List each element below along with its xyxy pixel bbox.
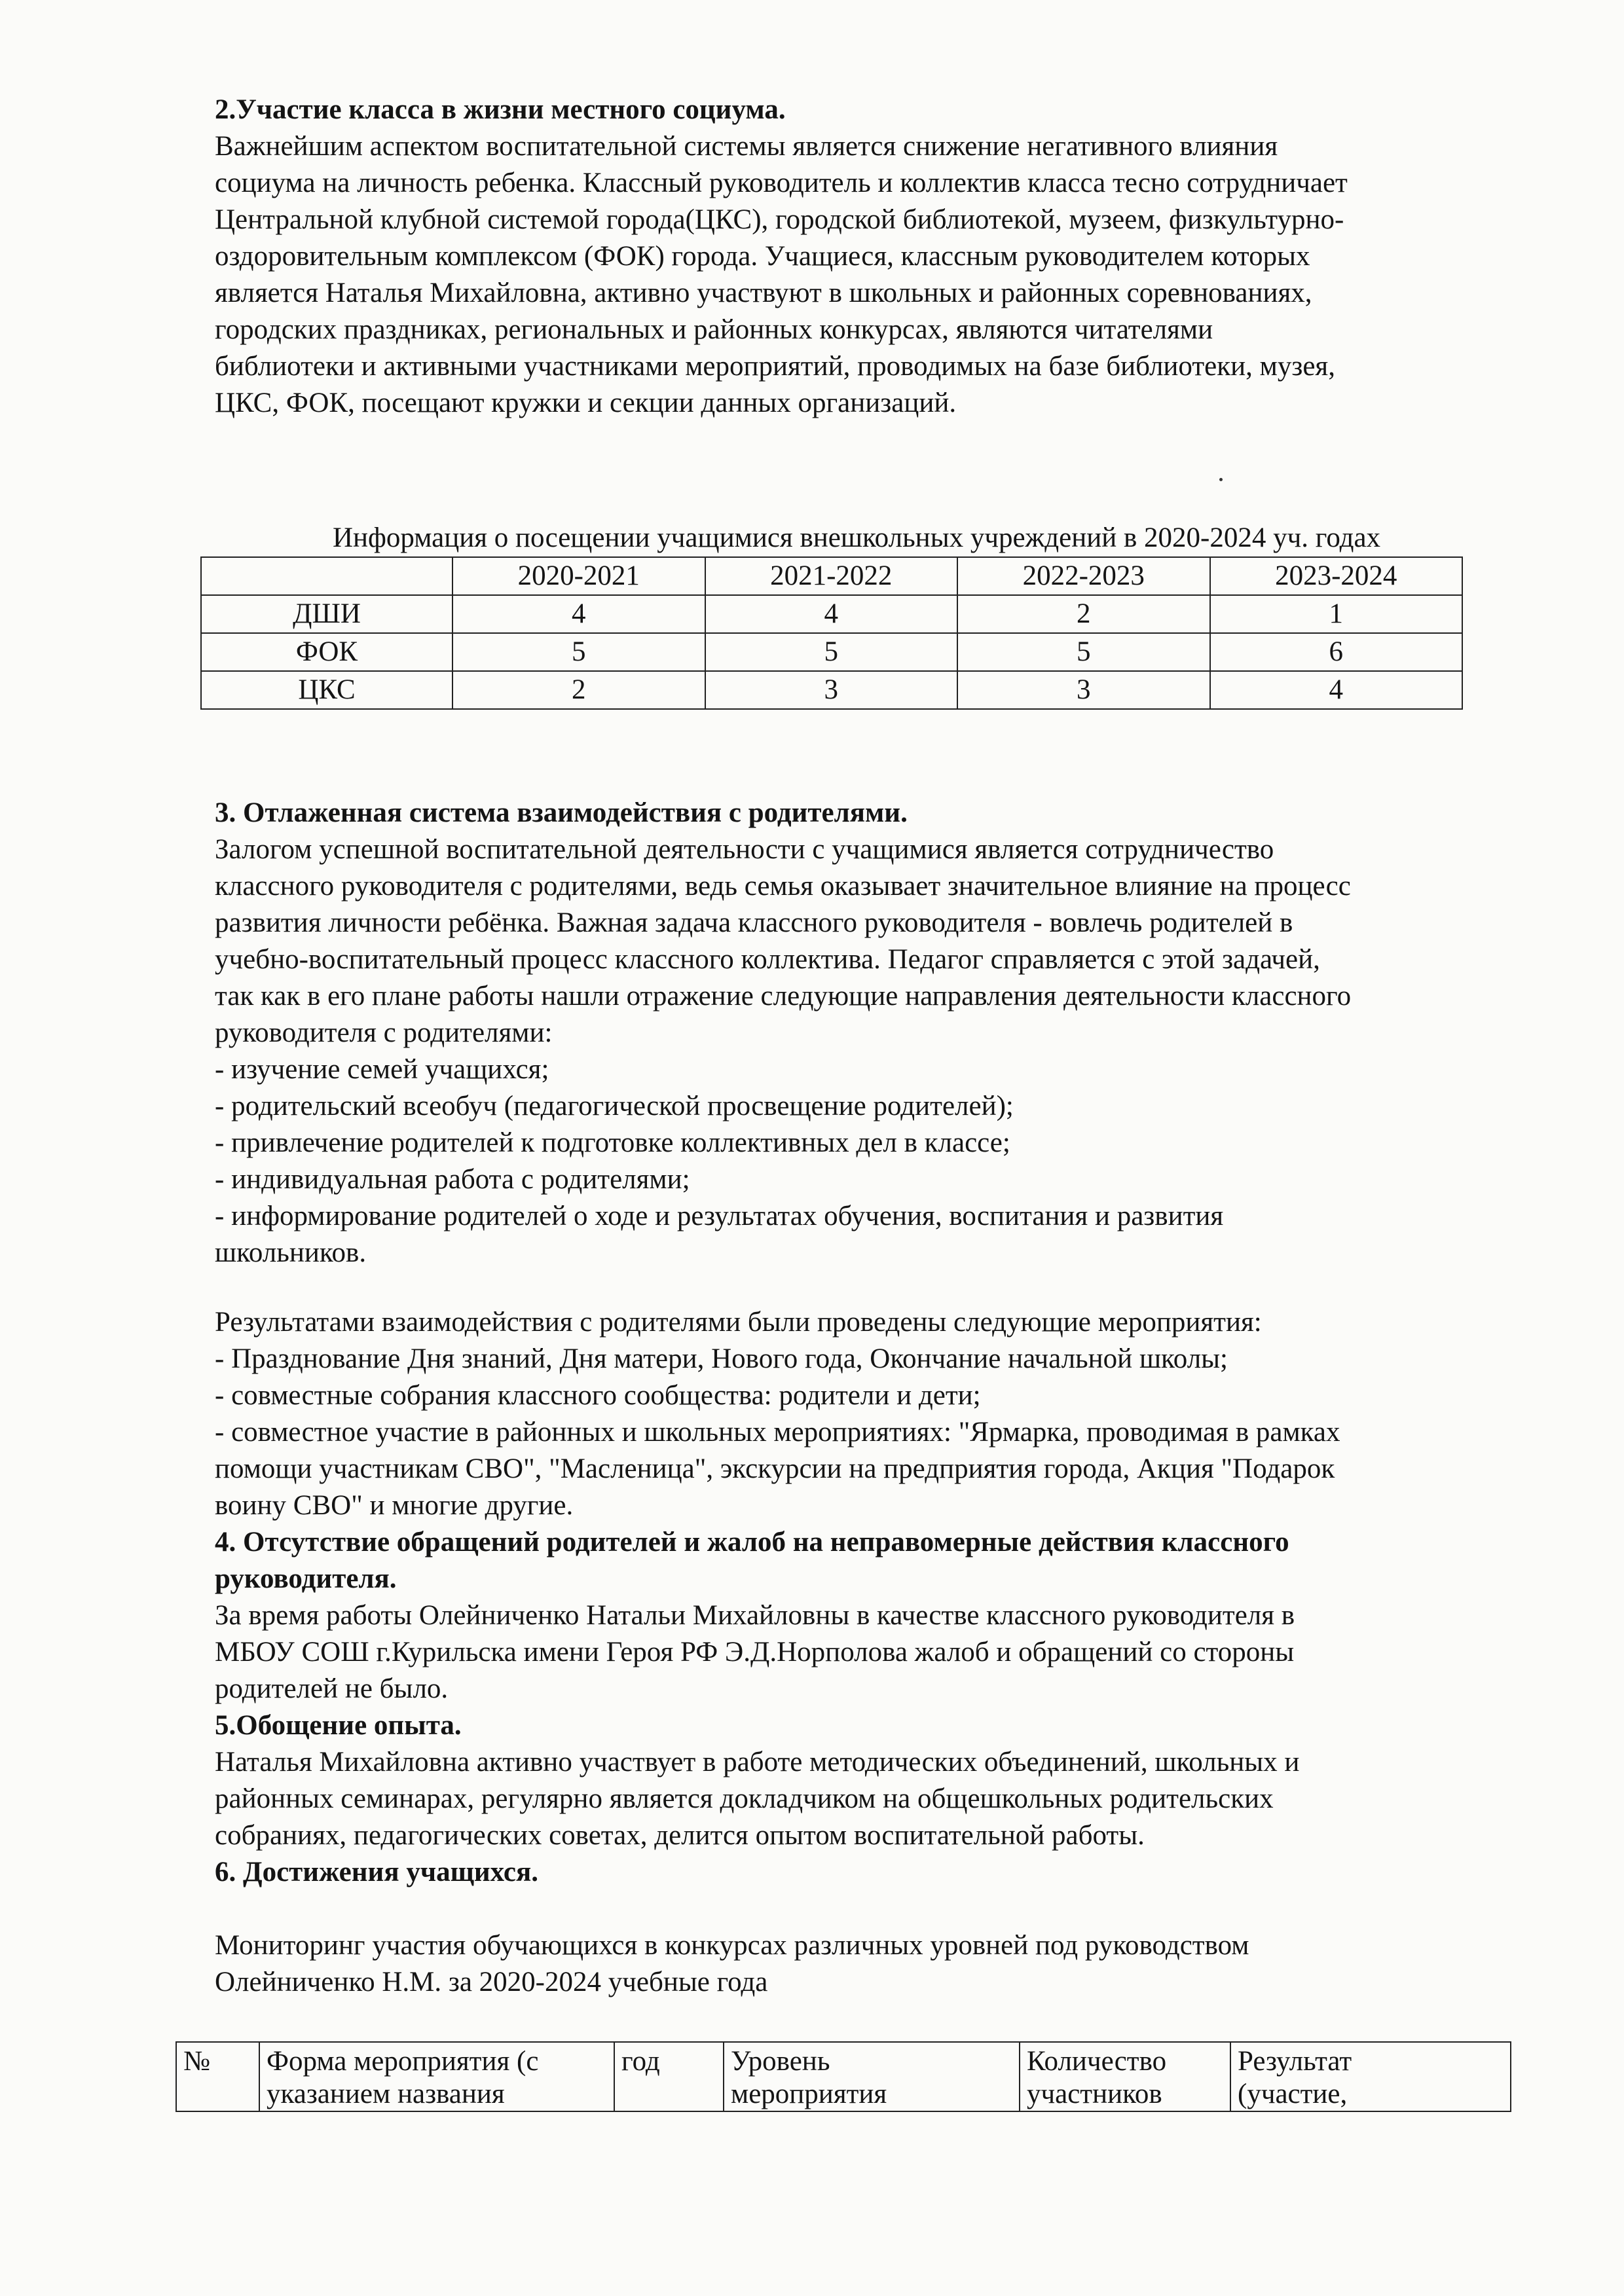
table-cell: 5 xyxy=(452,633,705,671)
header-text: Количество xyxy=(1027,2046,1167,2077)
monitoring-caption: Олейниченко Н.М. за 2020-2024 учебные года xyxy=(215,1967,768,1997)
list-item: - изучение семей учащихся; xyxy=(215,1054,549,1085)
visits-table-caption: Информация о посещении учащимися внешкольных учреждений в 2020-2024 уч. годах xyxy=(332,522,1381,553)
table-header-cell: 2023-2024 xyxy=(1210,557,1463,595)
table-header-row xyxy=(176,2042,1511,2111)
table-header-cell: 2021-2022 xyxy=(705,557,958,595)
list-item: - информирование родителей о ходе и результатах обучения, воспитания и развития xyxy=(215,1201,1224,1231)
table-cell: 5 xyxy=(957,633,1210,671)
section-3-line: развития личности ребёнка. Важная задача классного руководителя - вовлечь родителей в xyxy=(215,907,1293,938)
table-header-cell xyxy=(724,2042,1020,2111)
header-text: Уровень xyxy=(731,2046,830,2077)
header-text: (участие, xyxy=(1238,2079,1348,2109)
section-3-line: классного руководителя с родителями, ведь семья оказывает значительное влияние на процесс xyxy=(215,871,1351,902)
section-4-heading: 4. Отсутствие обращений родителей и жалоб на неправомерные действия классного xyxy=(215,1527,1289,1558)
results-line: помощи участникам СВО", "Масленица", экскурсии на предприятия города, Акция "Подарок xyxy=(215,1453,1335,1484)
section-2-line: является Наталья Михайловна, активно участвуют в школьных и районных соревнованиях, xyxy=(215,278,1312,308)
section-2-heading: 2.Участие класса в жизни местного социума. xyxy=(215,94,786,125)
section-2-line: городских праздниках, региональных и районных конкурсах, являются читателями xyxy=(215,314,1213,345)
section-3-line: Залогом успешной воспитательной деятельности с учащимися является сотрудничество xyxy=(215,834,1274,865)
section-5-line: районных семинарах, регулярно является докладчиком на общешкольных родительских xyxy=(215,1783,1274,1814)
header-text: указанием названия xyxy=(267,2079,505,2109)
table-header-cell: 2020-2021 xyxy=(452,557,705,595)
table-header-cell xyxy=(614,2042,724,2111)
section-2-line: Важнейшим аспектом воспитательной системы является снижение негативного влияния xyxy=(215,131,1278,162)
table-cell: 2 xyxy=(452,671,705,709)
table-header-cell xyxy=(1020,2042,1230,2111)
header-text: участников xyxy=(1027,2079,1162,2109)
header-text: Форма мероприятия (с xyxy=(267,2046,539,2077)
table-cell: 4 xyxy=(452,595,705,633)
section-5-line: собраниях, педагогических советах, делится опытом воспитательной работы. xyxy=(215,1820,1145,1851)
section-4-line: За время работы Олейниченко Натальи Михайловны в качестве классного руководителя в xyxy=(215,1600,1295,1631)
results-line: - совместное участие в районных и школьных мероприятиях: "Ярмарка, проводимая в рамках xyxy=(215,1417,1340,1448)
section-3-heading: 3. Отлаженная система взаимодействия с родителями. xyxy=(215,797,908,828)
results-line: - Празднование Дня знаний, Дня матери, Нового года, Окончание начальной школы; xyxy=(215,1343,1228,1374)
visits-table xyxy=(200,556,1463,710)
table-header-cell xyxy=(201,557,452,595)
table-row xyxy=(201,671,1462,709)
header-text: год xyxy=(621,2046,660,2077)
table-cell: 4 xyxy=(705,595,958,633)
table-header-cell xyxy=(259,2042,614,2111)
table-row-label: ЦКС xyxy=(201,671,452,709)
table-header-cell xyxy=(1230,2042,1511,2111)
table-cell: 2 xyxy=(957,595,1210,633)
table-row-label: ФОК xyxy=(201,633,452,671)
section-2-line: Центральной клубной системой города(ЦКС), городской библиотекой, музеем, физкультурно- xyxy=(215,204,1344,235)
table-cell: 3 xyxy=(957,671,1210,709)
section-4-line: родителей не было. xyxy=(215,1673,449,1704)
section-2-line: социума на личность ребенка. Классный руководитель и коллектив класса тесно сотрудничает xyxy=(215,168,1348,198)
header-text: мероприятия xyxy=(731,2079,887,2109)
table-row-label: ДШИ xyxy=(201,595,452,633)
section-3-line: учебно-воспитательный процесс классного коллектива. Педагог справляется с этой задачей, xyxy=(215,944,1320,975)
section-4-line: МБОУ СОШ г.Курильска имени Героя РФ Э.Д.Норполова жалоб и обращений со стороны xyxy=(215,1637,1295,1667)
monitoring-caption: Мониторинг участия обучающихся в конкурсах различных уровней под руководством xyxy=(215,1930,1249,1961)
section-2-line: ЦКС, ФОК, посещают кружки и секции данных организаций. xyxy=(215,388,957,418)
table-cell: 5 xyxy=(705,633,958,671)
results-line: Результатами взаимодействия с родителями были проведены следующие мероприятия: xyxy=(215,1307,1262,1338)
section-2-line: оздоровительным комплексом (ФОК) города. Учащиеся, классным руководителем которых xyxy=(215,241,1310,272)
list-item: - индивидуальная работа с родителями; xyxy=(215,1164,690,1195)
list-item: - родительский всеобуч (педагогической просвещение родителей); xyxy=(215,1091,1014,1121)
header-text: № xyxy=(183,2046,211,2077)
monitoring-table xyxy=(175,2041,1511,2112)
list-item: - привлечение родителей к подготовке коллективных дел в классе; xyxy=(215,1127,1010,1158)
table-cell: 6 xyxy=(1210,633,1463,671)
results-line: воину СВО" и многие другие. xyxy=(215,1490,574,1521)
document-page xyxy=(183,92,1498,2112)
table-row xyxy=(201,633,1462,671)
section-2-line: библиотеки и активными участниками мероприятий, проводимых на базе библиотеки, музея, xyxy=(215,351,1335,382)
list-item: школьников. xyxy=(215,1237,367,1268)
table-cell: 1 xyxy=(1210,595,1463,633)
table-header-cell: 2022-2023 xyxy=(957,557,1210,595)
section-6-heading: 6. Достижения учащихся. xyxy=(215,1857,539,1887)
section-5-heading: 5.Обощение опыта. xyxy=(215,1710,462,1741)
results-line: - совместные собрания классного сообщества: родители и дети; xyxy=(215,1380,981,1411)
table-header-row xyxy=(201,557,1462,595)
table-cell: 4 xyxy=(1210,671,1463,709)
section-3-line: руководителя с родителями: xyxy=(215,1017,553,1048)
section-3-line: так как в его плане работы нашли отражение следующие направления деятельности классного xyxy=(215,981,1352,1011)
table-row xyxy=(201,595,1462,633)
section-4-heading: руководителя. xyxy=(215,1563,397,1594)
section-5-line: Наталья Михайловна активно участвует в работе методических объединений, школьных и xyxy=(215,1747,1300,1777)
table-cell: 3 xyxy=(705,671,958,709)
table-header-cell xyxy=(176,2042,259,2111)
header-text: Результат xyxy=(1238,2046,1352,2077)
